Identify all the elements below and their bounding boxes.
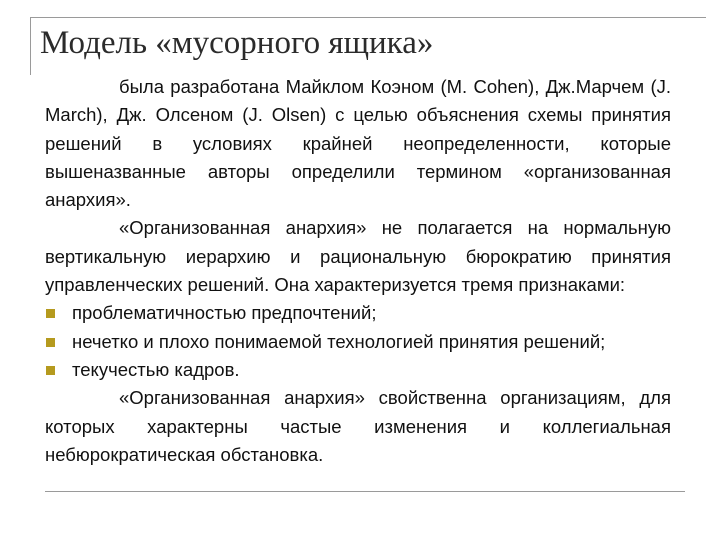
paragraph-conclusion: «Организованная анархия» свойственна организациям, для которых характерны частые изменения и коллегиальная небюрократическая обстановка. [45,387,671,465]
slide-title: Модель «мусорного ящика» [40,25,434,61]
list-item [45,356,671,384]
list-item-text: текучестью кадров. [72,358,240,380]
square-bullet-icon [46,338,55,347]
paragraph-anarchy-definition: «Организованная анархия» не полагается на нормальную вертикальную иерархию и рациональную бюрократию принятия управленческих решений. Она характеризуется тремя признаками: [45,217,671,296]
list-item-text: нечетко и плохо понимаемой технологией принятия решений; [72,330,606,352]
list-item-text: проблематичностью предпочтений; [72,302,377,324]
list-item [45,328,671,356]
features-list [45,299,671,384]
strikethrough-line [45,491,685,492]
square-bullet-icon [46,309,55,318]
frame-left-line [30,17,31,75]
list-item [45,299,671,327]
paragraph-intro: была разработана Майклом Коэном (M. Cohen), Дж.Марчем (J. March), Дж. Олсеном (J. Olsen) с целью объяснения схемы принятия решений в условиях крайней неопределенности, которые вышеназванные авторы определили термином «организованная анархия». [45,76,671,211]
slide-body [45,73,671,469]
frame-top-line [30,17,706,18]
square-bullet-icon [46,366,55,375]
